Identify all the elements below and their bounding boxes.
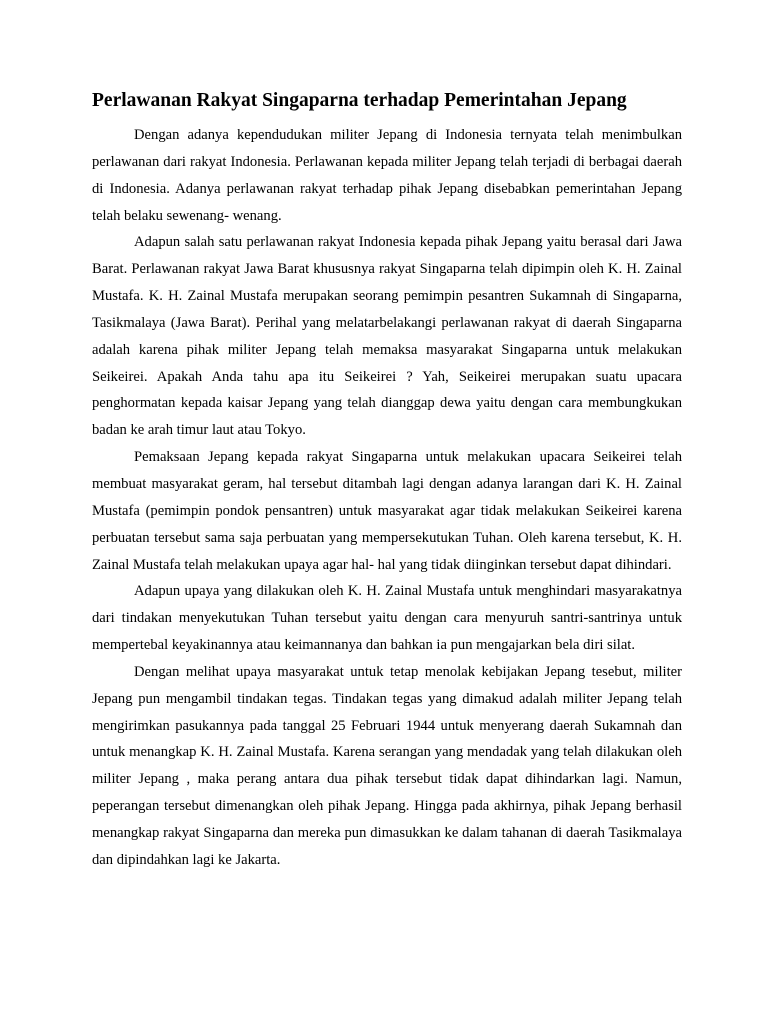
document-body (92, 122, 682, 874)
paragraph-4: Adapun upaya yang dilakukan oleh K. H. Zainal Mustafa untuk menghindari masyarakatnya dari tindakan menyekutukan Tuhan tersebut yaitu dengan cara menyuruh santri-santrinya untuk mempertebal keyakinannya atau keimannanya dan bahkan ia pun mengajarkan bela diri silat. (92, 583, 682, 654)
document-title: Perlawanan Rakyat Singaparna terhadap Pemerintahan Jepang (92, 90, 627, 111)
paragraph-1: Dengan adanya kependudukan militer Jepang di Indonesia ternyata telah menimbulkan perlawanan dari rakyat Indonesia. Perlawanan kepada militer Jepang telah terjadi di berbagai daerah di Indonesia. Adanya perlawanan rakyat terhadap pihak Jepang disebabkan pemerintahan Jepang telah belaku sewenang- wenang. (92, 127, 682, 224)
paragraph-5: Dengan melihat upaya masyarakat untuk tetap menolak kebijakan Jepang tesebut, militer Jepang pun mengambil tindakan tegas. Tindakan tegas yang dimakud adalah militer Jepang telah mengirimkan pasukannya pada tanggal 25 Februari 1944 untuk menyerang daerah Sukamnah dan untuk menangkap K. H. Zainal Mustafa. Karena serangan yang mendadak yang telah dilakukan oleh militer Jepang , maka perang antara dua pihak tersebut tidak dapat dihindarkan lagi. Namun, peperangan tersebut dimenangkan oleh pihak Jepang. Hingga pada akhirnya, pihak Jepang berhasil menangkap rakyat Singaparna dan mereka pun dimasukkan ke dalam tahanan di daerah Tasikmalaya dan dipindahkan lagi ke Jakarta. (92, 663, 682, 868)
paragraph-3: Pemaksaan Jepang kepada rakyat Singaparna untuk melakukan upacara Seikeirei telah membuat masyarakat geram, hal tersebut ditambah lagi dengan adanya larangan dari K. H. Zainal Mustafa (pemimpin pondok pensantren) untuk masyarakat agar tidak melakukan Seikeirei karena perbuatan tersebut sama saja perbuatan yang mempersekutukan Tuhan. Oleh karena tersebut, K. H. Zainal Mustafa telah melakukan upaya agar hal- hal yang tidak diinginkan tersebut dapat dihindari. (92, 449, 682, 573)
paragraph-2: Adapun salah satu perlawanan rakyat Indonesia kepada pihak Jepang yaitu berasal dari Jawa Barat. Perlawanan rakyat Jawa Barat khususnya rakyat Singaparna telah dipimpin oleh K. H. Zainal Mustafa. K. H. Zainal Mustafa merupakan seorang pemimpin pesantren Sukamnah di Singaparna, Tasikmalaya (Jawa Barat). Perihal yang melatarbelakangi perlawanan rakyat di daerah Singaparna adalah karena pihak militer Jepang telah memaksa masyarakat Singaparna untuk melakukan Seikeirei. Apakah Anda tahu apa itu Seikeirei ? Yah, Seikeirei merupakan suatu upacara penghormatan kepada kaisar Jepang yang telah dianggap dewa yaitu dengan cara membungkukan badan ke arah timur laut atau Tokyo. (92, 234, 682, 439)
